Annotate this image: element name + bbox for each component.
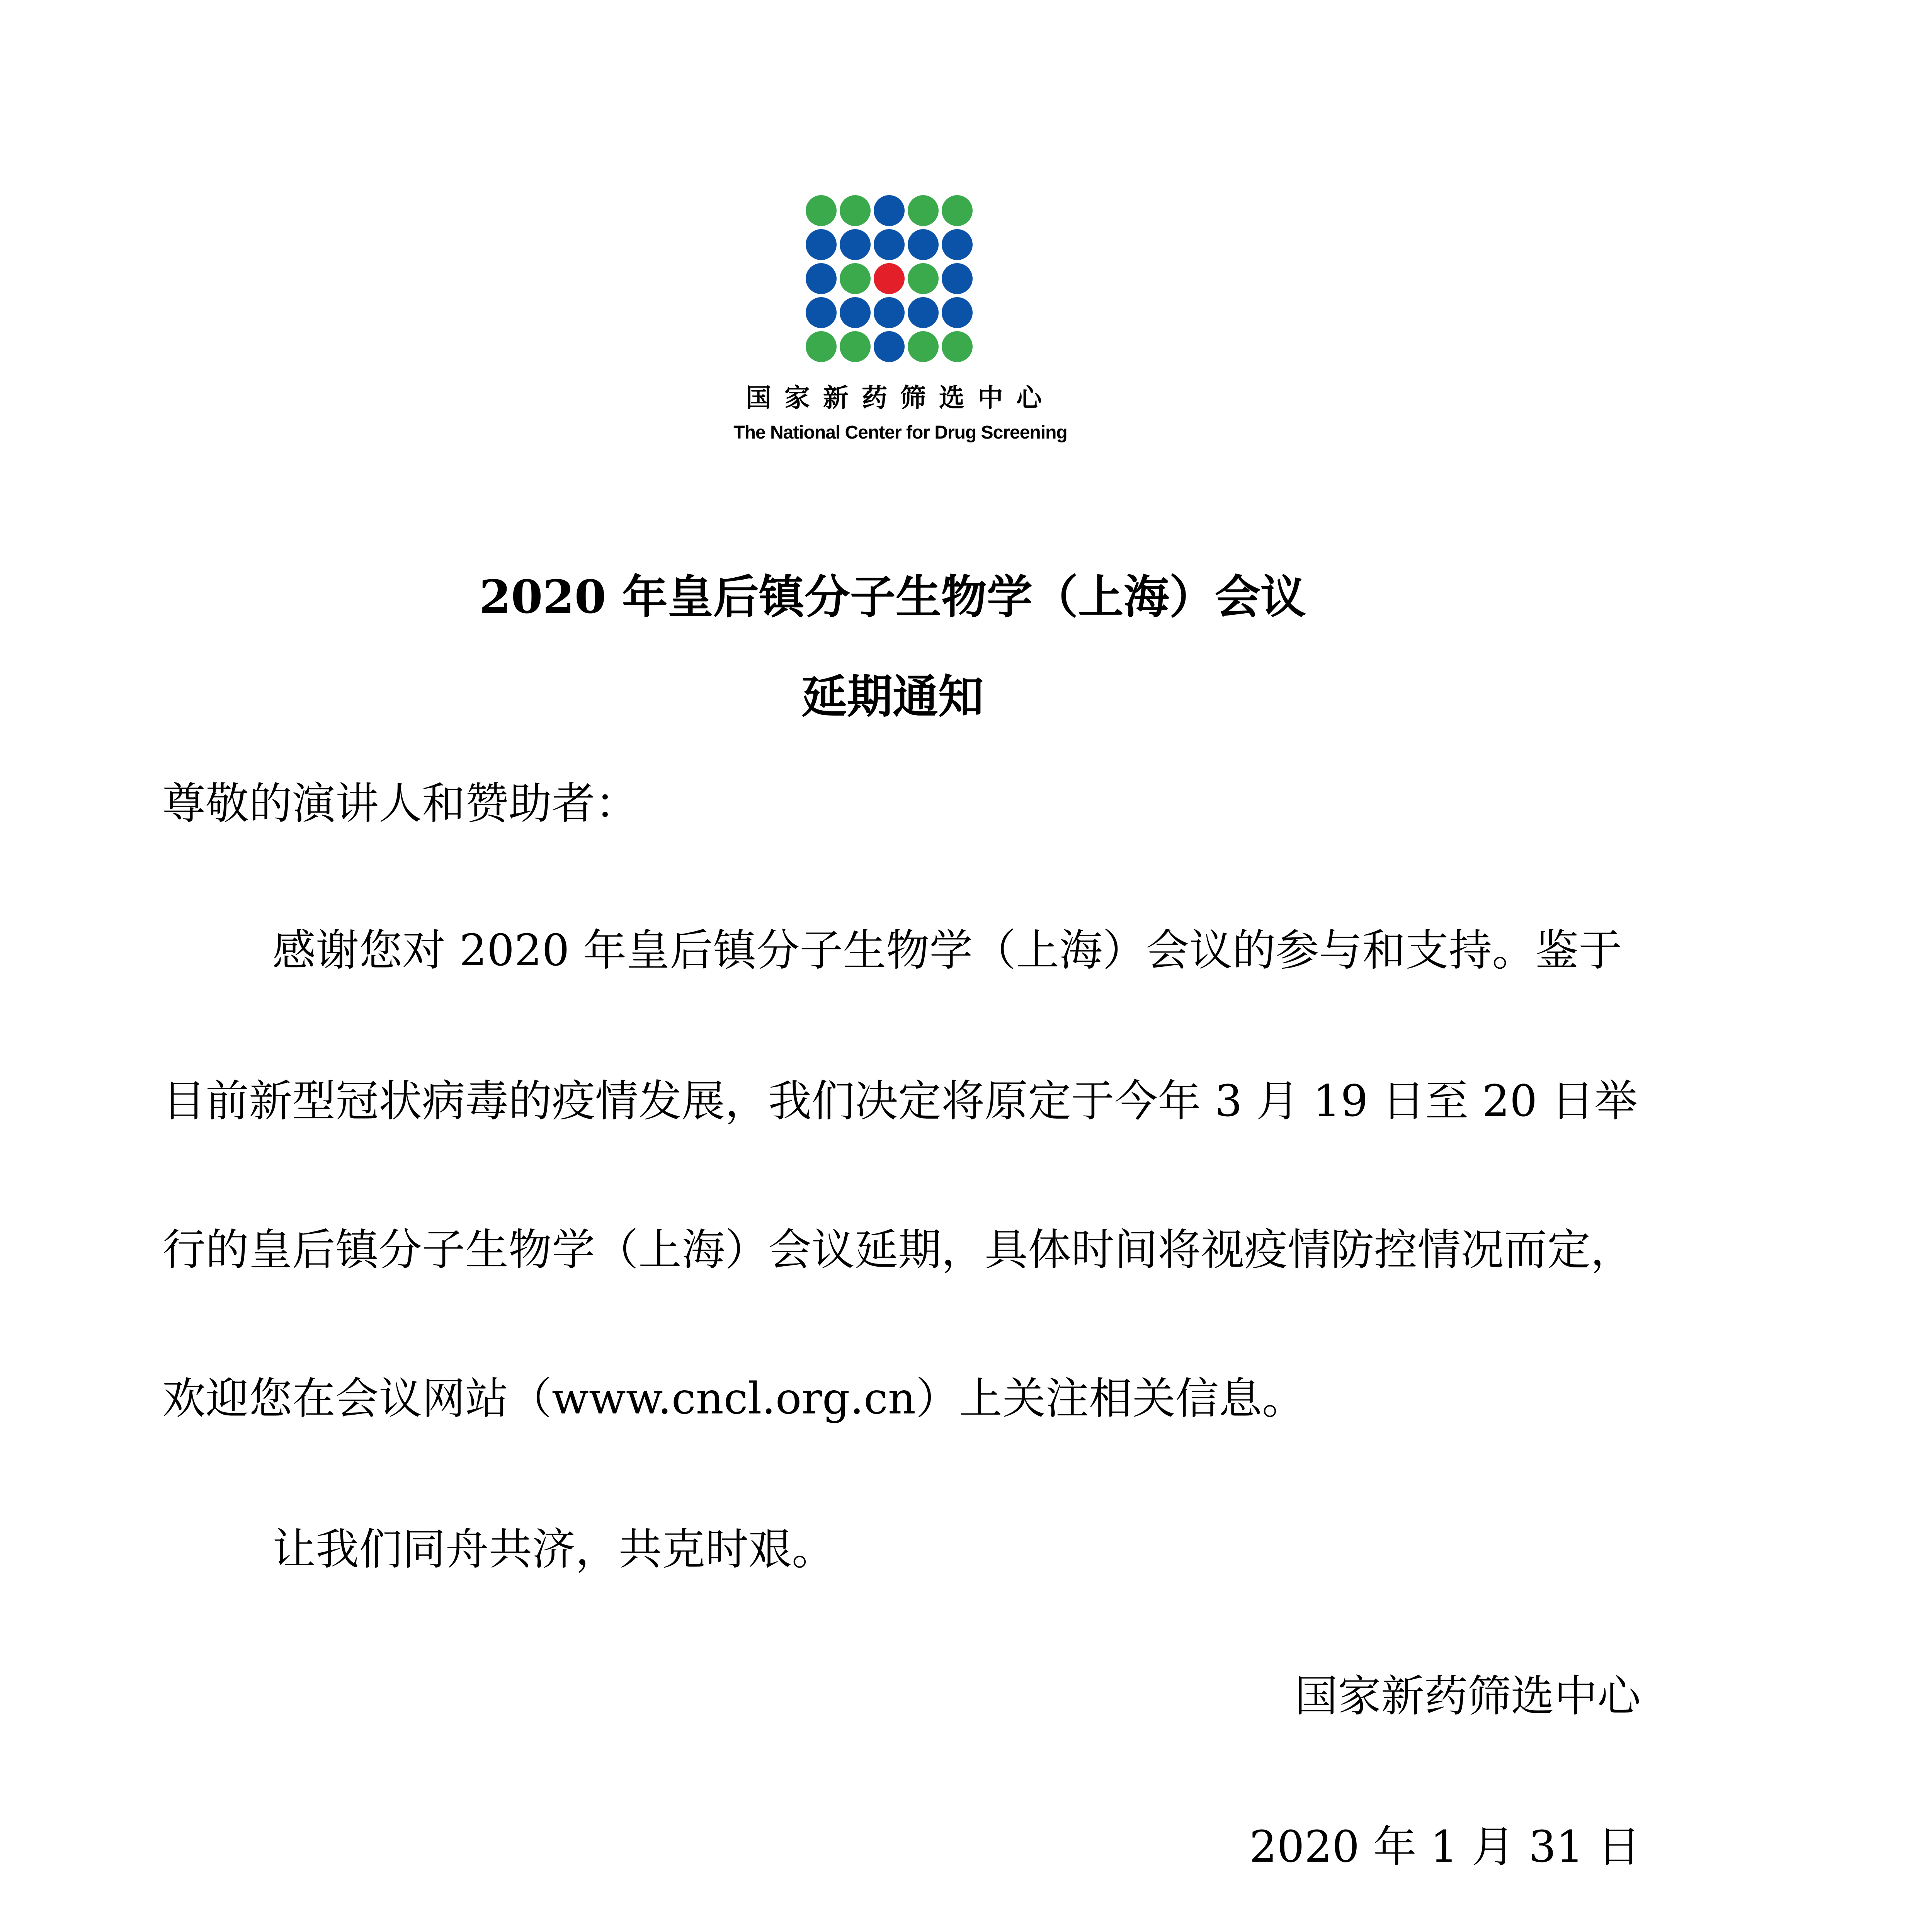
logo-dot	[942, 331, 973, 362]
logo-dot	[942, 297, 973, 328]
logo-name-en: The National Center for Drug Screening	[733, 422, 1067, 443]
logo-name-cn: 国家新药筛选中心	[746, 383, 1055, 413]
logo-dot	[908, 229, 939, 260]
logo-dot	[806, 229, 837, 260]
logo-dot	[942, 195, 973, 226]
logo-dot	[942, 263, 973, 294]
logo-dot	[874, 229, 905, 260]
logo-dot	[806, 195, 837, 226]
logo-dot	[806, 263, 837, 294]
letter-date: 2020 年 1 月 31 日	[1249, 1822, 1641, 1872]
document-title: 2020 年皇后镇分子生物学（上海）会议	[479, 570, 1306, 624]
logo-dot	[840, 297, 871, 328]
logo-dot	[874, 263, 905, 294]
logo-dot	[840, 195, 871, 226]
logo-dot	[908, 195, 939, 226]
ncds-logo	[707, 195, 1094, 450]
logo-dot	[874, 331, 905, 362]
logo-dot	[806, 331, 837, 362]
body-line: 欢迎您在会议网站（www.cncl.org.cn）上关注相关信息。	[162, 1374, 1306, 1424]
logo-dot-grid	[806, 195, 976, 365]
logo-dot	[942, 229, 973, 260]
logo-dot	[908, 331, 939, 362]
body-line: 目前新型冠状病毒的疫情发展，我们决定将原定于今年 3 月 19 日至 20 日举	[162, 1076, 1638, 1126]
logo-dot	[874, 297, 905, 328]
salutation: 尊敬的演讲人和赞助者：	[162, 779, 638, 829]
document-subtitle: 延期通知	[801, 670, 984, 723]
logo-dot	[840, 331, 871, 362]
body-line: 感谢您对 2020 年皇后镇分子生物学（上海）会议的参与和支持。鉴于	[272, 925, 1622, 976]
logo-dot	[908, 263, 939, 294]
logo-dot	[874, 195, 905, 226]
signature: 国家新药筛选中心	[1294, 1671, 1641, 1721]
logo-dot	[840, 229, 871, 260]
logo-dot	[806, 297, 837, 328]
logo-dot	[840, 263, 871, 294]
closing-line: 让我们同舟共济，共克时艰。	[272, 1524, 835, 1575]
body-line: 行的皇后镇分子生物学（上海）会议延期，具体时间将视疫情防控情况而定，	[162, 1225, 1634, 1275]
logo-dot	[908, 297, 939, 328]
